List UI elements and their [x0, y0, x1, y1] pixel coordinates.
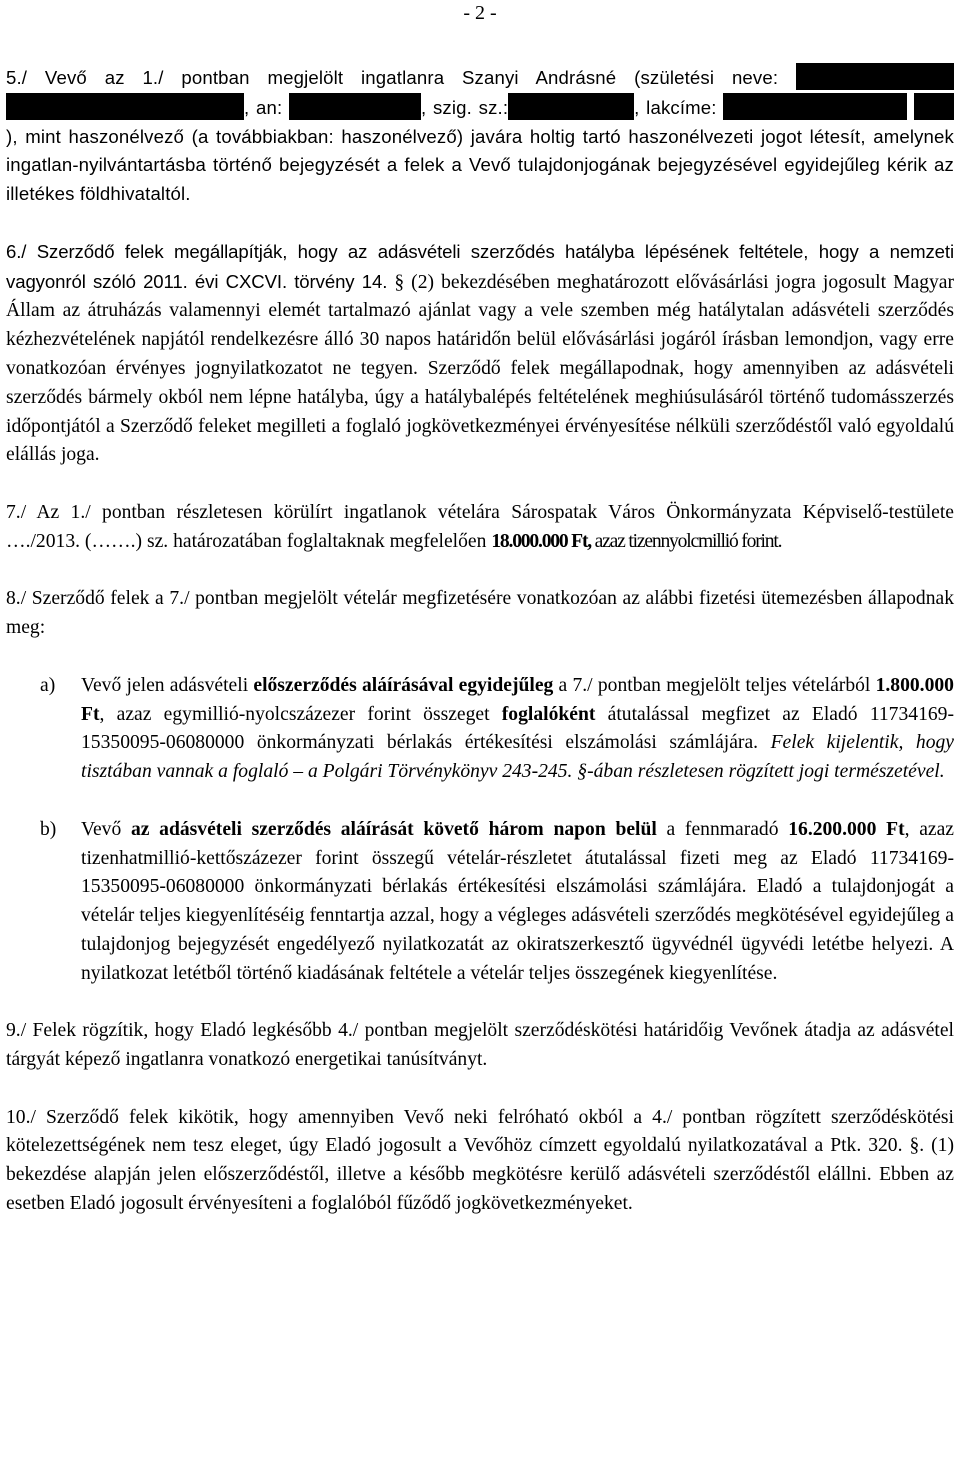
section-5-text-4: , lakcíme: — [634, 96, 717, 118]
section-5-text-1: 5./ Vevő az 1./ pontban megjelölt ingatlanra Szanyi Andrásné (születési neve: — [6, 67, 796, 88]
bold-text: foglalóként — [501, 703, 596, 725]
italic-text: Felek kijelentik, hogy tisztában vannak a foglaló – a Polgári Törvénykönyv 243-245. §-ában részletesen rögzített jogi természetével. — [81, 732, 954, 783]
section-5-text-3: , szig. sz.: — [420, 96, 509, 118]
redaction-block — [914, 93, 954, 120]
section-6-text-a: 6./ Szerződő felek megállapítják, hogy az adásvételi szerződés hatályba lépésének feltétele, hogy a nemzeti vagyonról szóló 2011. évi CXCVI. törvény 14. — [6, 240, 954, 292]
item-label: a) — [40, 674, 56, 696]
payment-item-b: b) Vevő az adásvételi szerződés aláírását követő három napon belül a fennmaradó 16.200.000 Ft, azaz tizenhatmillió-kettőszázezer forint összegű vételár-részletet átutalással fizeti meg az Eladó 11734169-15350095-06080000 önkormányzati bérlakás értékesítési elszámolási számlájára. Eladó a tulajdonjogát a vételár teljes kiegyenlítéséig fenntartja azzal, hogy a végleges adásvételi szerződés megkötésével egyidejűleg a tulajdonjog bejegyzését engedélyező nyilatkozatát az okiratszerkesztő ügyvédnél ügyvédi letétbe helyezi. A nyilatkozat letétből történő kiadásának feltétele a vételár teljes összegének kiegyenlítése. — [6, 816, 954, 989]
item-label: b) — [40, 818, 57, 840]
price-words: azaz tizennyolcmillió forint. — [590, 530, 782, 552]
bold-text: előszerződés aláírásával egyidejűleg — [253, 674, 554, 696]
price-amount: 18.000.000 Ft, — [491, 530, 591, 552]
bold-text: az adásvételi szerződés aláírását követő három napon belül — [130, 818, 657, 840]
section-5 — [6, 63, 954, 209]
section-5-text-2: , an: — [244, 96, 289, 118]
redaction-block — [289, 93, 421, 120]
redaction-block — [796, 63, 954, 90]
section-7-text: 7./ Az 1./ pontban részletesen körülírt ingatlanok vételára Sárospatak Város Önkormányzata Képviselő-testülete …./2013. (…….) sz. határozatában foglaltaknak megfelelően — [6, 501, 954, 552]
section-8-intro: 8./ Szerződő felek a 7./ pontban megjelölt vételár megfizetésére vonatkozóan az alábbi fizetési ütemezésben állapodnak meg: — [6, 588, 954, 639]
payment-item-a: a) Vevő jelen adásvételi előszerződés aláírásával egyidejűleg a 7./ pontban megjelölt teljes vételárból 1.800.000 Ft, azaz egymillió-nyolcszázezer forint összeget foglalóként átutalással megfizet az Eladó 11734169-15350095-06080000 önkormányzati bérlakás értékesítési elszámolási számlájára. Felek kijelentik, hogy tisztában vannak a foglaló – a Polgári Törvénykönyv 243-245. §-ában részletesen rögzített jogi természetével. — [6, 672, 954, 787]
section-7 — [6, 499, 954, 557]
section-10: 10./ Szerződő felek kikötik, hogy amennyiben Vevő neki felróható okból a 4./ pontban rögzített szerződéskötési kötelezettségének nem tesz eleget, úgy Eladó jogosult a Vevőhöz címzett egyoldalú nyilatkozatával a Ptk. 320. §. (1) bekezdése alapján jelen előszerződéstől, illetve a később megkötésre kerülő adásvételi szerződéstől elállni. Ebben az esetben Eladó jogosult érvényesíteni a foglalóból fűződő jogkövetkezményeket. — [6, 1106, 954, 1215]
deposit-amount: 1.800.000 Ft — [81, 674, 954, 725]
redaction-block — [6, 93, 244, 120]
balance-amount: 16.200.000 Ft — [788, 818, 905, 840]
section-5-text-5: ), mint haszonélvező (a továbbiakban: haszonélvező) javára holtig tartó haszonélvezeti jogot létesít, amelynek ingatlan-nyilvántartásba történő bejegyzését a felek a Vevő tulajdonjogának bejegyzésével egyidejűleg kérik az illetékes földhivataltól. — [6, 125, 954, 205]
section-9: 9./ Felek rögzítik, hogy Eladó legkésőbb 4./ pontban megjelölt szerződéskötési határidőig Vevőnek átadja az adásvétel tárgyát képező ingatlanra vonatkozó energetikai tanúsítványt. — [6, 1020, 954, 1071]
section-6 — [6, 238, 954, 470]
redaction-block — [723, 93, 907, 120]
redaction-block — [508, 93, 634, 120]
page-number: - 2 - — [463, 2, 497, 24]
section-6-text-b: § (2) bekezdésében meghatározott elővásárlási jogra jogosult Magyar Állam az átruházás valamennyi elemét tartalmazó ajánlat vagy a vele szemben még hatálytalan adásvételi szerződés kézhezvételének napjától rendelkezésre álló 30 napos határidőn belül elővásárlási jogáról írásban lemondjon, vagy erre vonatkozóan érvényes jognyilatkozatot ne tegyen. Szerződő felek megállapodnak, hogy amennyiben az adásvételi szerződés bármely okból nem lépne hatályba, úgy a hatálybalépés feltételének meghiúsulásáról történő tudomásszerzés időpontjától a Szerződő feleket megilleti a foglaló jogkövetkezményei érvényesítése nélküli szerződéstől való egyoldalú elállás joga. — [6, 271, 955, 466]
document-body — [6, 63, 954, 1219]
